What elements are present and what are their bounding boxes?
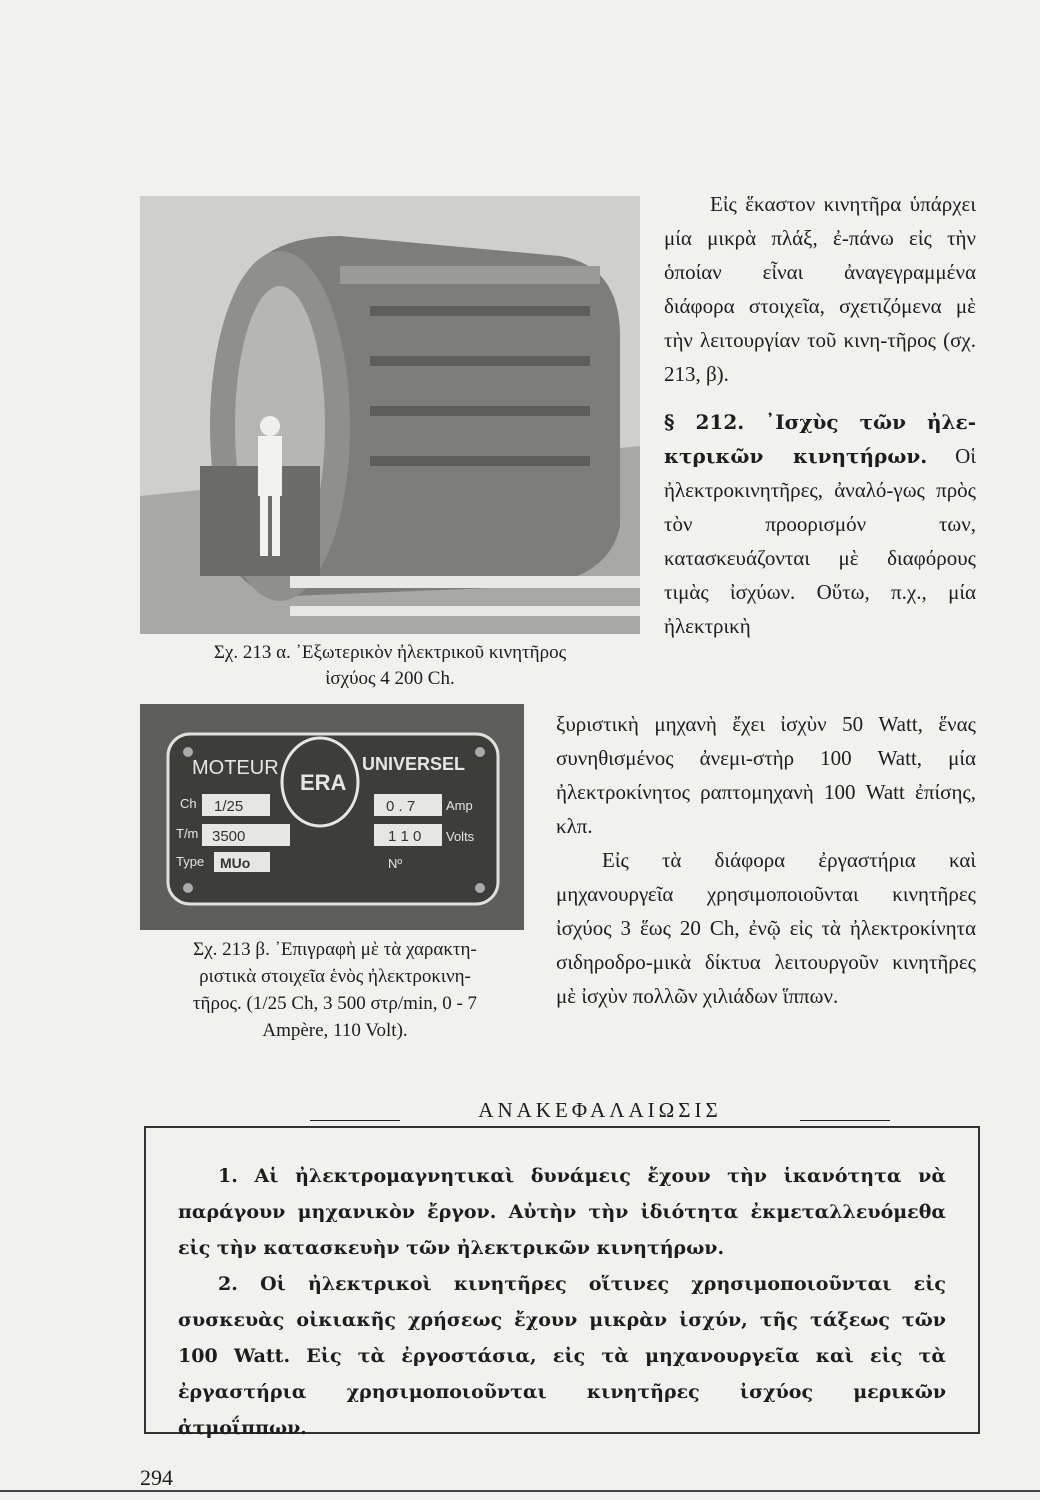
- caption-line: ριστικὰ στοιχεῖα ἑνὸς ἠλεκτροκινη-: [199, 966, 471, 987]
- paragraph: ξυριστικὴ μηχανὴ ἔχει ἰσχὺν 50 Watt, ἕνας συνηθισμένος ἀνεμι-στὴρ 100 Watt, μία ἠλεκτροκίνητος ραπτομηχανὴ 100 Watt ἐπίσης, κλπ.: [556, 712, 976, 838]
- plate-volt-label: Volts: [446, 829, 475, 844]
- plate-tmin-label: T/m: [176, 826, 199, 841]
- plate-brand: ERA: [300, 770, 347, 795]
- page-edge: [0, 1490, 1040, 1492]
- plate-volt-value: 1 1 0: [388, 828, 422, 845]
- right-column-text: [664, 187, 976, 643]
- plate-type-label: Type: [176, 854, 205, 869]
- motor-photo: [140, 196, 640, 634]
- caption-line: Σχ. 213 β. ᾿Επιγραφὴ μὲ τὰ χαρακτη-: [193, 939, 477, 960]
- caption-line: τῆρος. (1/25 Ch, 3 500 στρ/min, 0 - 7: [192, 993, 478, 1014]
- motor-illustration: [140, 196, 640, 634]
- plate-type-value: MUo: [220, 855, 251, 871]
- plate-universel: UNIVERSEL: [362, 754, 466, 774]
- caption-line: Σχ. 213 α. ᾿Εξωτερικὸν ἠλεκτρικοῦ κινητῆρος: [213, 642, 567, 663]
- paragraph: Εἰς ἕκαστον κινητῆρα ὑπάρχει μία μικρὰ πλάξ, ἐ-πάνω εἰς τὴν ὁποίαν εἶναι ἀναγεγραμμένα διάφορα στοιχεῖα, σχετιζόμενα μὲ τὴν λειτουργίαν τοῦ κινη-τῆρος (σχ. 213, β).: [664, 192, 976, 386]
- summary-item: 1. Αἱ ἠλεκτρομαγνητικαὶ δυνάμεις ἔχουν τὴν ἱκανότητα νὰ παράγουν μηχανικὸν ἔργον. Αὐτὴν τὴν ἰδιότητα ἐκμεταλλευόμεθα εἰς τὴν κατασκευὴν τῶν ἠλεκτρικῶν κινητήρων.: [178, 1165, 946, 1259]
- caption-line: ἰσχύος 4 200 Ch.: [325, 668, 455, 689]
- plate-tmin-value: 3500: [212, 828, 246, 845]
- nameplate-photo: [140, 704, 524, 930]
- section-text: Οἱ ἠλεκτροκινητῆρες, ἀναλό-γως πρὸς τὸν προορισμόν των, κατασκευάζονται μὲ διαφόρους τιμὰς ἰσχύων. Οὕτω, π.χ., μία ἠλεκτρικὴ: [664, 444, 976, 638]
- plate-moteur: MOTEUR: [192, 757, 279, 779]
- paragraph: Εἰς τὰ διάφορα ἐργαστήρια καὶ μηχανουργεῖα χρησιμοποιοῦνται κινητῆρες ἰσχύος 3 ἕως 20 Ch, ἐνῷ εἰς τὰ ἠλεκτροκίνητα σιδηροδρο-μικὰ δίκτυα λειτουργοῦν κινητῆρες μὲ ἰσχὺν πολλῶν χιλιάδων ἵππων.: [556, 848, 976, 1008]
- summary-box: [144, 1126, 980, 1439]
- plate-ch-value: 1/25: [214, 798, 244, 815]
- summary-heading: ΑΝΑΚΕΦΑΛΑΙΩΣΙΣ: [300, 1098, 900, 1123]
- figure-213b-caption: [140, 936, 530, 1044]
- body-text-continued: [556, 707, 976, 1013]
- section-paragraph: [664, 405, 976, 643]
- plate-no-label: Nº: [388, 856, 403, 871]
- plate-ch-label: Ch: [180, 796, 197, 811]
- caption-line: Ampère, 110 Volt).: [262, 1020, 408, 1041]
- nameplate-illustration: [140, 704, 524, 930]
- figure-213a-caption: [140, 640, 640, 692]
- plate-amp-value: 0 . 7: [386, 798, 416, 815]
- plate-amp-label: Amp: [446, 798, 473, 813]
- summary-item: 2. Οἱ ἠλεκτρικοὶ κινητῆρες οἵτινες χρησιμοποιοῦνται εἰς συσκευὰς οἰκιακῆς χρήσεως ἔχουν μικρὰν ἰσχύν, τῆς τάξεως τῶν 100 Watt. Εἰς τὰ ἐργοστάσια, εἰς τὰ μηχανουργεῖα καὶ εἰς τὰ ἐργαστήρια χρησιμοποιοῦνται κινητῆρες ἰσχύος μερικῶν ἀτμοΐππων.: [178, 1273, 946, 1439]
- page-number: 294: [140, 1465, 173, 1490]
- section-heading: § 212. ᾿Ισχὺς τῶν ἠλε-κτρικῶν κινητήρων.: [664, 410, 976, 468]
